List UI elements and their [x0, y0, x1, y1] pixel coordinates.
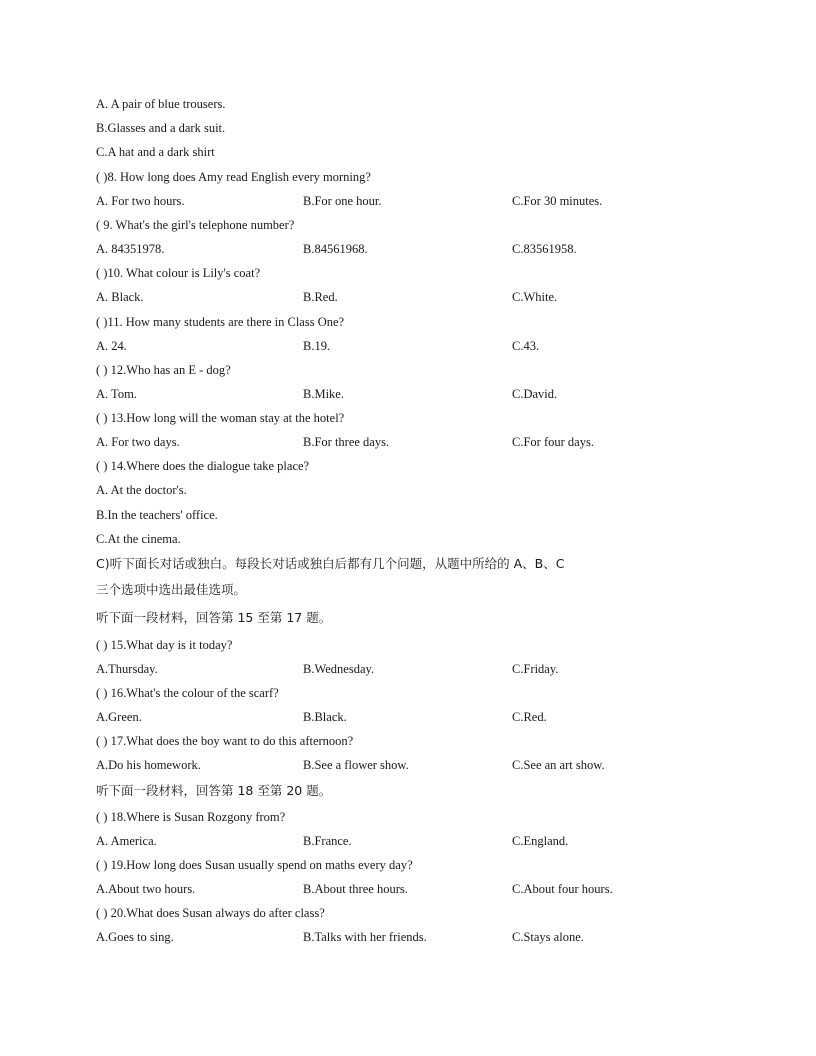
group-2-heading: 听下面一段材料，回答第 18 至第 20 题。: [96, 783, 332, 798]
q19-options: [96, 881, 736, 897]
q20-stem: ( ) 20.What does Susan always do after class?: [96, 906, 325, 920]
q18-option-c: C.England.: [512, 834, 569, 848]
q17-option-c: C.See an art show.: [512, 758, 605, 772]
q19-option-b: B.About three hours.: [303, 882, 408, 896]
q17-stem: ( ) 17.What does the boy want to do this afternoon?: [96, 734, 354, 748]
q13-options: [96, 434, 736, 450]
q14-option-c: C.At the cinema.: [96, 532, 181, 546]
q9-option-c: C.83561958.: [512, 242, 577, 256]
q11-options: [96, 338, 736, 354]
q13-option-a: A. For two days.: [96, 435, 180, 449]
q18-options: [96, 833, 736, 849]
q15-option-c: C.Friday.: [512, 662, 559, 676]
section-c-instruction-cont: 三个选项中选出最佳选项。: [96, 582, 247, 597]
q11-stem: ( )11. How many students are there in Class One?: [96, 315, 345, 329]
q12-option-b: B.Mike.: [303, 387, 344, 401]
q10-option-b: B.Red.: [303, 290, 338, 304]
q15-options: [96, 661, 736, 677]
q17-option-a: A.Do his homework.: [96, 758, 201, 772]
q10-option-a: A. Black.: [96, 290, 144, 304]
q15-stem: ( ) 15.What day is it today?: [96, 638, 233, 652]
q12-option-a: A. Tom.: [96, 387, 137, 401]
q18-stem: ( ) 18.Where is Susan Rozgony from?: [96, 810, 286, 824]
q18-option-b: B.France.: [303, 834, 352, 848]
q7-option-b: B.Glasses and a dark suit.: [96, 121, 226, 135]
q16-options: [96, 709, 736, 725]
q8-option-c: C.For 30 minutes.: [512, 194, 603, 208]
q20-option-c: C.Stays alone.: [512, 930, 584, 944]
q8-option-b: B.For one hour.: [303, 194, 382, 208]
q14-option-b: B.In the teachers' office.: [96, 508, 218, 522]
q19-stem: ( ) 19.How long does Susan usually spend on maths every day?: [96, 858, 413, 872]
group-1-heading: 听下面一段材料，回答第 15 至第 17 题。: [96, 610, 332, 625]
q7-option-a: A. A pair of blue trousers.: [96, 97, 226, 111]
q12-option-c: C.David.: [512, 387, 558, 401]
q13-option-c: C.For four days.: [512, 435, 594, 449]
q16-option-a: A.Green.: [96, 710, 142, 724]
q12-stem: ( ) 12.Who has an E - dog?: [96, 363, 231, 377]
q7-option-c: C.A hat and a dark shirt: [96, 145, 215, 159]
q8-stem: ( )8. How long does Amy read English every morning?: [96, 170, 371, 184]
q9-options: [96, 241, 736, 257]
q16-stem: ( ) 16.What's the colour of the scarf?: [96, 686, 279, 700]
q10-stem: ( )10. What colour is Lily's coat?: [96, 266, 261, 280]
q9-stem: ( 9. What's the girl's telephone number?: [96, 218, 295, 232]
q14-stem: ( ) 14.Where does the dialogue take place?: [96, 459, 310, 473]
q12-options: [96, 386, 736, 402]
q20-options: [96, 929, 736, 945]
q17-option-b: B.See a flower show.: [303, 758, 409, 772]
q8-options: [96, 193, 736, 209]
q15-option-a: A.Thursday.: [96, 662, 158, 676]
q10-option-c: C.White.: [512, 290, 558, 304]
q13-option-b: B.For three days.: [303, 435, 390, 449]
q20-option-a: A.Goes to sing.: [96, 930, 174, 944]
q11-option-b: B.19.: [303, 339, 331, 353]
q14-option-a: A. At the doctor's.: [96, 483, 187, 497]
section-c-instruction: C)听下面长对话或独白。每段长对话或独白后都有几个问题，从题中所给的 A、B、C: [96, 556, 565, 571]
q11-option-a: A. 24.: [96, 339, 127, 353]
q16-option-c: C.Red.: [512, 710, 547, 724]
q8-option-a: A. For two hours.: [96, 194, 185, 208]
q16-option-b: B.Black.: [303, 710, 347, 724]
q17-options: [96, 757, 736, 773]
q10-options: [96, 289, 736, 305]
q9-option-b: B.84561968.: [303, 242, 368, 256]
q19-option-a: A.About two hours.: [96, 882, 196, 896]
q9-option-a: A. 84351978.: [96, 242, 165, 256]
q18-option-a: A. America.: [96, 834, 157, 848]
q19-option-c: C.About four hours.: [512, 882, 613, 896]
q11-option-c: C.43.: [512, 339, 540, 353]
q13-stem: ( ) 13.How long will the woman stay at the hotel?: [96, 411, 345, 425]
q15-option-b: B.Wednesday.: [303, 662, 375, 676]
q20-option-b: B.Talks with her friends.: [303, 930, 427, 944]
